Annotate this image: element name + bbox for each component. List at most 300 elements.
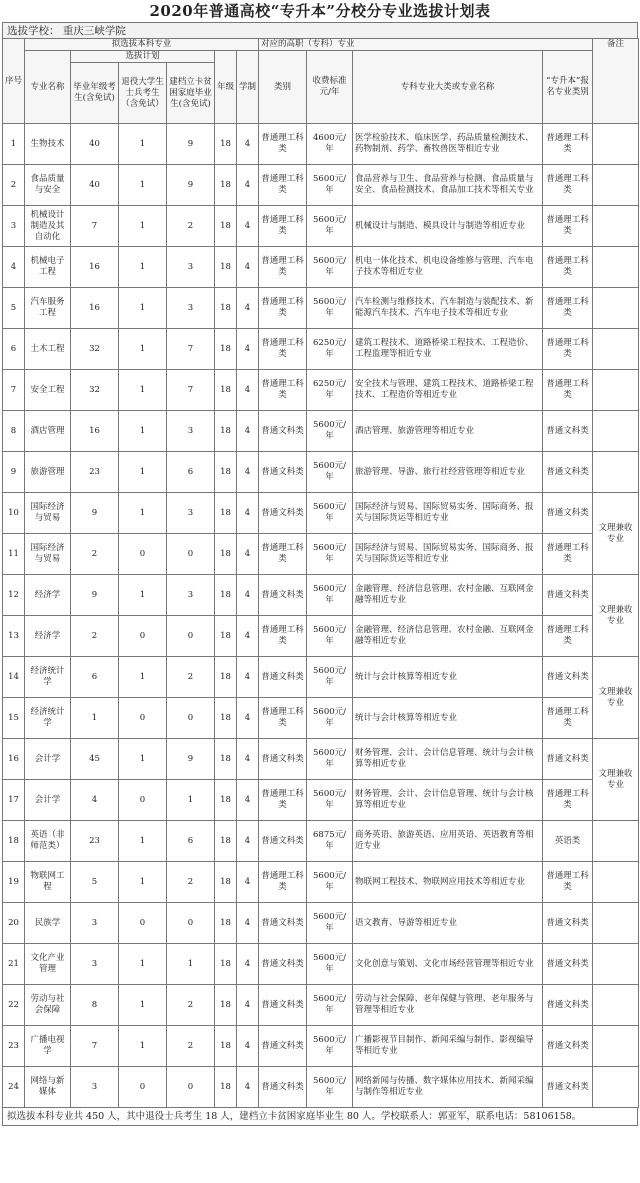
row-poverty: 9	[167, 739, 215, 780]
row-major: 国际经济与贸易	[25, 534, 71, 575]
row-voc-majors: 酒店管理、旅游管理等相近专业	[353, 411, 543, 452]
row-category: 普通文科类	[259, 575, 307, 616]
row-duration: 4	[237, 165, 259, 206]
row-duration: 4	[237, 698, 259, 739]
row-grade: 18	[215, 698, 237, 739]
row-veteran: 1	[119, 1026, 167, 1067]
row-remark: 文理兼收专业	[593, 493, 639, 575]
row-duration: 4	[237, 288, 259, 329]
row-fee: 5600元/年	[307, 862, 353, 903]
row-veteran: 1	[119, 206, 167, 247]
row-report-category: 普通理工科类	[543, 247, 593, 288]
row-seq: 12	[3, 575, 25, 616]
row-poverty: 0	[167, 903, 215, 944]
row-report-category: 普通理工科类	[543, 616, 593, 657]
row-poverty: 6	[167, 821, 215, 862]
row-category: 普通理工科类	[259, 616, 307, 657]
row-veteran: 1	[119, 247, 167, 288]
row-grade: 18	[215, 657, 237, 698]
row-fee: 5600元/年	[307, 739, 353, 780]
header-fee: 收费标准元/年	[307, 51, 353, 124]
row-grade: 18	[215, 534, 237, 575]
row-remark-empty	[593, 1026, 639, 1067]
row-remark-empty	[593, 985, 639, 1026]
row-category: 普通理工科类	[259, 698, 307, 739]
row-report-category: 普通理工科类	[543, 698, 593, 739]
header-remark: 备注	[593, 39, 639, 124]
row-category: 普通文科类	[259, 657, 307, 698]
row-duration: 4	[237, 1026, 259, 1067]
row-category: 普通理工科类	[259, 165, 307, 206]
row-seq: 10	[3, 493, 25, 534]
row-veteran: 0	[119, 903, 167, 944]
row-general: 16	[71, 247, 119, 288]
row-remark: 文理兼收专业	[593, 575, 639, 657]
row-veteran: 1	[119, 739, 167, 780]
row-remark-empty	[593, 821, 639, 862]
row-major: 民族学	[25, 903, 71, 944]
row-poverty: 3	[167, 288, 215, 329]
school-label: 选拔学校：	[7, 25, 60, 37]
row-major: 经济学	[25, 575, 71, 616]
row-general: 1	[71, 698, 119, 739]
row-report-category: 普通理工科类	[543, 206, 593, 247]
table-row	[3, 165, 639, 206]
row-category: 普通理工科类	[259, 288, 307, 329]
row-veteran: 1	[119, 821, 167, 862]
row-general: 7	[71, 1026, 119, 1067]
row-remark-empty	[593, 1067, 639, 1108]
table-row	[3, 575, 639, 616]
row-grade: 18	[215, 370, 237, 411]
row-major: 经济学	[25, 616, 71, 657]
row-category: 普通文科类	[259, 1026, 307, 1067]
row-voc-majors: 金融管理、经济信息管理、农村金融、互联网金融等相近专业	[353, 575, 543, 616]
row-seq: 24	[3, 1067, 25, 1108]
row-general: 3	[71, 1067, 119, 1108]
row-voc-majors: 建筑工程技术、道路桥梁工程技术、工程造价、工程监理等相近专业	[353, 329, 543, 370]
row-voc-majors: 旅游管理、导游、旅行社经营管理等相近专业	[353, 452, 543, 493]
row-fee: 6875元/年	[307, 821, 353, 862]
table-row	[3, 862, 639, 903]
row-veteran: 1	[119, 124, 167, 165]
row-poverty: 6	[167, 452, 215, 493]
row-seq: 4	[3, 247, 25, 288]
row-report-category: 普通文科类	[543, 739, 593, 780]
row-poverty: 0	[167, 1067, 215, 1108]
row-duration: 4	[237, 329, 259, 370]
row-grade: 18	[215, 780, 237, 821]
table-row	[3, 698, 639, 739]
row-seq: 16	[3, 739, 25, 780]
row-general: 45	[71, 739, 119, 780]
row-category: 普通文科类	[259, 452, 307, 493]
row-major: 会计学	[25, 739, 71, 780]
row-duration: 4	[237, 616, 259, 657]
row-category: 普通文科类	[259, 493, 307, 534]
row-duration: 4	[237, 903, 259, 944]
row-remark-empty	[593, 862, 639, 903]
row-grade: 18	[215, 903, 237, 944]
row-veteran: 1	[119, 370, 167, 411]
row-category: 普通理工科类	[259, 780, 307, 821]
row-report-category: 普通文科类	[543, 1026, 593, 1067]
row-major: 英语（非师范类）	[25, 821, 71, 862]
row-fee: 5600元/年	[307, 1026, 353, 1067]
row-poverty: 2	[167, 985, 215, 1026]
row-major: 酒店管理	[25, 411, 71, 452]
row-duration: 4	[237, 944, 259, 985]
row-major: 劳动与社会保障	[25, 985, 71, 1026]
row-voc-majors: 机械设计与制造、模具设计与制造等相近专业	[353, 206, 543, 247]
row-category: 普通理工科类	[259, 206, 307, 247]
table-row	[3, 534, 639, 575]
row-major: 汽车服务工程	[25, 288, 71, 329]
table-row	[3, 124, 639, 165]
row-poverty: 7	[167, 329, 215, 370]
row-duration: 4	[237, 657, 259, 698]
row-voc-majors: 财务管理、会计、会计信息管理、统计与会计核算等相近专业	[353, 780, 543, 821]
row-poverty: 3	[167, 575, 215, 616]
header-veteran: 退役大学生士兵考生（含免试）	[119, 63, 167, 124]
row-voc-majors: 安全技术与管理、建筑工程技术、道路桥梁工程技术、工程造价等相近专业	[353, 370, 543, 411]
row-major: 国际经济与贸易	[25, 493, 71, 534]
table-row	[3, 1026, 639, 1067]
row-grade: 18	[215, 124, 237, 165]
row-report-category: 普通文科类	[543, 411, 593, 452]
row-fee: 5600元/年	[307, 780, 353, 821]
row-category: 普通文科类	[259, 739, 307, 780]
row-major: 经济统计学	[25, 657, 71, 698]
row-voc-majors: 文化创意与策划、文化市场经营管理等相近专业	[353, 944, 543, 985]
row-grade: 18	[215, 206, 237, 247]
row-poverty: 9	[167, 165, 215, 206]
row-poverty: 0	[167, 534, 215, 575]
row-seq: 3	[3, 206, 25, 247]
row-poverty: 3	[167, 493, 215, 534]
row-category: 普通文科类	[259, 821, 307, 862]
row-veteran: 1	[119, 493, 167, 534]
row-fee: 5600元/年	[307, 247, 353, 288]
row-veteran: 0	[119, 616, 167, 657]
row-poverty: 0	[167, 698, 215, 739]
row-major: 土木工程	[25, 329, 71, 370]
row-voc-majors: 金融管理、经济信息管理、农村金融、互联网金融等相近专业	[353, 616, 543, 657]
row-seq: 7	[3, 370, 25, 411]
row-category: 普通理工科类	[259, 329, 307, 370]
row-report-category: 普通理工科类	[543, 862, 593, 903]
row-category: 普通理工科类	[259, 124, 307, 165]
row-grade: 18	[215, 1067, 237, 1108]
row-remark-empty	[593, 944, 639, 985]
row-category: 普通文科类	[259, 985, 307, 1026]
plan-table	[2, 38, 639, 1108]
header-general: 毕业年级考生(含免试)	[71, 63, 119, 124]
row-seq: 19	[3, 862, 25, 903]
row-fee: 5600元/年	[307, 165, 353, 206]
row-remark: 文理兼收专业	[593, 657, 639, 739]
row-fee: 5600元/年	[307, 411, 353, 452]
row-major: 物联网工程	[25, 862, 71, 903]
row-general: 9	[71, 493, 119, 534]
row-fee: 5600元/年	[307, 534, 353, 575]
row-voc-majors: 统计与会计核算等相近专业	[353, 657, 543, 698]
table-row	[3, 411, 639, 452]
row-report-category: 普通文科类	[543, 452, 593, 493]
header-plan-group: 选拔计划	[71, 51, 215, 63]
row-duration: 4	[237, 534, 259, 575]
row-report-category: 普通理工科类	[543, 165, 593, 206]
school-name: 重庆三峡学院	[62, 25, 126, 37]
row-seq: 21	[3, 944, 25, 985]
row-remark-empty	[593, 370, 639, 411]
table-row	[3, 657, 639, 698]
row-general: 8	[71, 985, 119, 1026]
row-report-category: 普通理工科类	[543, 329, 593, 370]
row-poverty: 2	[167, 206, 215, 247]
row-fee: 5600元/年	[307, 575, 353, 616]
row-poverty: 2	[167, 657, 215, 698]
row-fee: 5600元/年	[307, 206, 353, 247]
row-category: 普通理工科类	[259, 247, 307, 288]
row-seq: 6	[3, 329, 25, 370]
row-seq: 17	[3, 780, 25, 821]
header-vocational-group: 对应的高职（专科）专业	[259, 39, 593, 51]
row-remark-empty	[593, 452, 639, 493]
row-major: 食品质量与安全	[25, 165, 71, 206]
row-remark-empty	[593, 411, 639, 452]
row-duration: 4	[237, 452, 259, 493]
row-poverty: 3	[167, 247, 215, 288]
row-duration: 4	[237, 739, 259, 780]
row-poverty: 1	[167, 780, 215, 821]
row-voc-majors: 语文教育、导游等相近专业	[353, 903, 543, 944]
row-veteran: 1	[119, 411, 167, 452]
table-row	[3, 288, 639, 329]
row-general: 5	[71, 862, 119, 903]
row-voc-majors: 统计与会计核算等相近专业	[353, 698, 543, 739]
row-veteran: 1	[119, 165, 167, 206]
table-row	[3, 206, 639, 247]
row-poverty: 9	[167, 124, 215, 165]
row-veteran: 1	[119, 329, 167, 370]
row-grade: 18	[215, 1026, 237, 1067]
header-major: 专业名称	[25, 51, 71, 124]
row-grade: 18	[215, 452, 237, 493]
row-duration: 4	[237, 493, 259, 534]
row-poverty: 7	[167, 370, 215, 411]
row-grade: 18	[215, 985, 237, 1026]
row-fee: 5600元/年	[307, 903, 353, 944]
row-general: 32	[71, 329, 119, 370]
row-duration: 4	[237, 780, 259, 821]
row-fee: 6250元/年	[307, 329, 353, 370]
row-general: 3	[71, 944, 119, 985]
row-report-category: 普通文科类	[543, 903, 593, 944]
row-report-category: 普通理工科类	[543, 288, 593, 329]
row-duration: 4	[237, 247, 259, 288]
row-seq: 2	[3, 165, 25, 206]
header-undergrad-group: 拟选拔本科专业	[25, 39, 259, 51]
page-title: 2020年普通高校“专升本”分校分专业选拔计划表	[149, 2, 491, 20]
row-general: 40	[71, 165, 119, 206]
row-general: 9	[71, 575, 119, 616]
row-general: 7	[71, 206, 119, 247]
row-fee: 5600元/年	[307, 944, 353, 985]
table-row	[3, 903, 639, 944]
row-seq: 8	[3, 411, 25, 452]
row-grade: 18	[215, 493, 237, 534]
row-poverty: 2	[167, 862, 215, 903]
row-duration: 4	[237, 1067, 259, 1108]
row-general: 16	[71, 411, 119, 452]
row-grade: 18	[215, 862, 237, 903]
row-voc-majors: 商务英语、旅游英语、应用英语、英语教育等相近专业	[353, 821, 543, 862]
row-poverty: 2	[167, 1026, 215, 1067]
row-seq: 5	[3, 288, 25, 329]
row-veteran: 1	[119, 657, 167, 698]
row-major: 安全工程	[25, 370, 71, 411]
row-report-category: 普通文科类	[543, 985, 593, 1026]
row-duration: 4	[237, 411, 259, 452]
header-poverty: 建档立卡贫困家庭毕业生(含免试)	[167, 63, 215, 124]
row-fee: 5600元/年	[307, 288, 353, 329]
row-voc-majors: 物联网工程技术、物联网应用技术等相近专业	[353, 862, 543, 903]
table-row	[3, 1067, 639, 1108]
row-voc-majors: 财务管理、会计、会计信息管理、统计与会计核算等相近专业	[353, 739, 543, 780]
row-general: 40	[71, 124, 119, 165]
row-major: 网络与新媒体	[25, 1067, 71, 1108]
row-poverty: 1	[167, 944, 215, 985]
row-general: 32	[71, 370, 119, 411]
row-major: 旅游管理	[25, 452, 71, 493]
row-veteran: 0	[119, 534, 167, 575]
row-general: 16	[71, 288, 119, 329]
row-report-category: 普通理工科类	[543, 534, 593, 575]
row-voc-majors: 食品营养与卫生、食品营养与检测、食品质量与安全、食品检测技术、食品加工技术等相关专业	[353, 165, 543, 206]
row-major: 会计学	[25, 780, 71, 821]
row-duration: 4	[237, 206, 259, 247]
row-category: 普通理工科类	[259, 862, 307, 903]
row-voc-majors: 医学检验技术、临床医学、药品质量检测技术、药物制剂、药学、畜牧兽医等相近专业	[353, 124, 543, 165]
table-row	[3, 493, 639, 534]
table-row	[3, 821, 639, 862]
header-voc-majors: 专科专业大类或专业名称	[353, 51, 543, 124]
row-remark-empty	[593, 165, 639, 206]
table-row	[3, 944, 639, 985]
row-veteran: 0	[119, 698, 167, 739]
row-report-category: 普通文科类	[543, 493, 593, 534]
row-voc-majors: 机电一体化技术、机电设备维修与管理、汽车电子技术等相近专业	[353, 247, 543, 288]
row-seq: 18	[3, 821, 25, 862]
row-fee: 6250元/年	[307, 370, 353, 411]
row-veteran: 0	[119, 1067, 167, 1108]
row-report-category: 普通理工科类	[543, 370, 593, 411]
row-grade: 18	[215, 944, 237, 985]
row-general: 6	[71, 657, 119, 698]
row-grade: 18	[215, 411, 237, 452]
row-grade: 18	[215, 616, 237, 657]
row-general: 3	[71, 903, 119, 944]
row-veteran: 1	[119, 944, 167, 985]
row-veteran: 1	[119, 575, 167, 616]
school-line	[2, 22, 638, 38]
row-seq: 20	[3, 903, 25, 944]
row-major: 广播电视学	[25, 1026, 71, 1067]
row-voc-majors: 国际经济与贸易、国际贸易实务、国际商务、报关与国际货运等相近专业	[353, 493, 543, 534]
row-grade: 18	[215, 739, 237, 780]
row-seq: 13	[3, 616, 25, 657]
row-major: 机械设计制造及其自动化	[25, 206, 71, 247]
row-seq: 22	[3, 985, 25, 1026]
row-duration: 4	[237, 862, 259, 903]
row-category: 普通文科类	[259, 1067, 307, 1108]
row-veteran: 1	[119, 288, 167, 329]
row-fee: 5600元/年	[307, 1067, 353, 1108]
row-report-category: 普通文科类	[543, 657, 593, 698]
row-category: 普通文科类	[259, 903, 307, 944]
row-report-category: 普通文科类	[543, 1067, 593, 1108]
header-seq: 序号	[3, 39, 25, 124]
table-row	[3, 329, 639, 370]
row-fee: 5600元/年	[307, 493, 353, 534]
row-grade: 18	[215, 247, 237, 288]
row-duration: 4	[237, 124, 259, 165]
table-row	[3, 247, 639, 288]
row-veteran: 0	[119, 780, 167, 821]
row-seq: 9	[3, 452, 25, 493]
table-row	[3, 616, 639, 657]
row-seq: 23	[3, 1026, 25, 1067]
row-remark-empty	[593, 247, 639, 288]
row-duration: 4	[237, 821, 259, 862]
row-grade: 18	[215, 165, 237, 206]
row-general: 23	[71, 821, 119, 862]
row-seq: 11	[3, 534, 25, 575]
row-grade: 18	[215, 329, 237, 370]
row-voc-majors: 劳动与社会保障、老年保健与管理、老年服务与管理等相近专业	[353, 985, 543, 1026]
row-general: 2	[71, 534, 119, 575]
row-report-category: 普通理工科类	[543, 124, 593, 165]
row-seq: 1	[3, 124, 25, 165]
row-veteran: 1	[119, 862, 167, 903]
row-major: 文化产业管理	[25, 944, 71, 985]
row-report-category: 普通文科类	[543, 575, 593, 616]
table-row	[3, 739, 639, 780]
row-grade: 18	[215, 821, 237, 862]
row-fee: 4600元/年	[307, 124, 353, 165]
row-poverty: 0	[167, 616, 215, 657]
table-row	[3, 985, 639, 1026]
row-major: 机械电子工程	[25, 247, 71, 288]
row-duration: 4	[237, 370, 259, 411]
row-duration: 4	[237, 575, 259, 616]
row-remark-empty	[593, 288, 639, 329]
row-general: 23	[71, 452, 119, 493]
row-remark: 文理兼收专业	[593, 739, 639, 821]
row-remark-empty	[593, 903, 639, 944]
row-voc-majors: 网络新闻与传播、数字媒体应用技术、新闻采编与制作等相近专业	[353, 1067, 543, 1108]
header-duration: 学制	[237, 51, 259, 124]
header-category: 类别	[259, 51, 307, 124]
row-duration: 4	[237, 985, 259, 1026]
row-remark-empty	[593, 206, 639, 247]
row-grade: 18	[215, 575, 237, 616]
table-row	[3, 370, 639, 411]
table-row	[3, 780, 639, 821]
row-major: 生物技术	[25, 124, 71, 165]
header-report-category: “专升本”报名专业类别	[543, 51, 593, 124]
